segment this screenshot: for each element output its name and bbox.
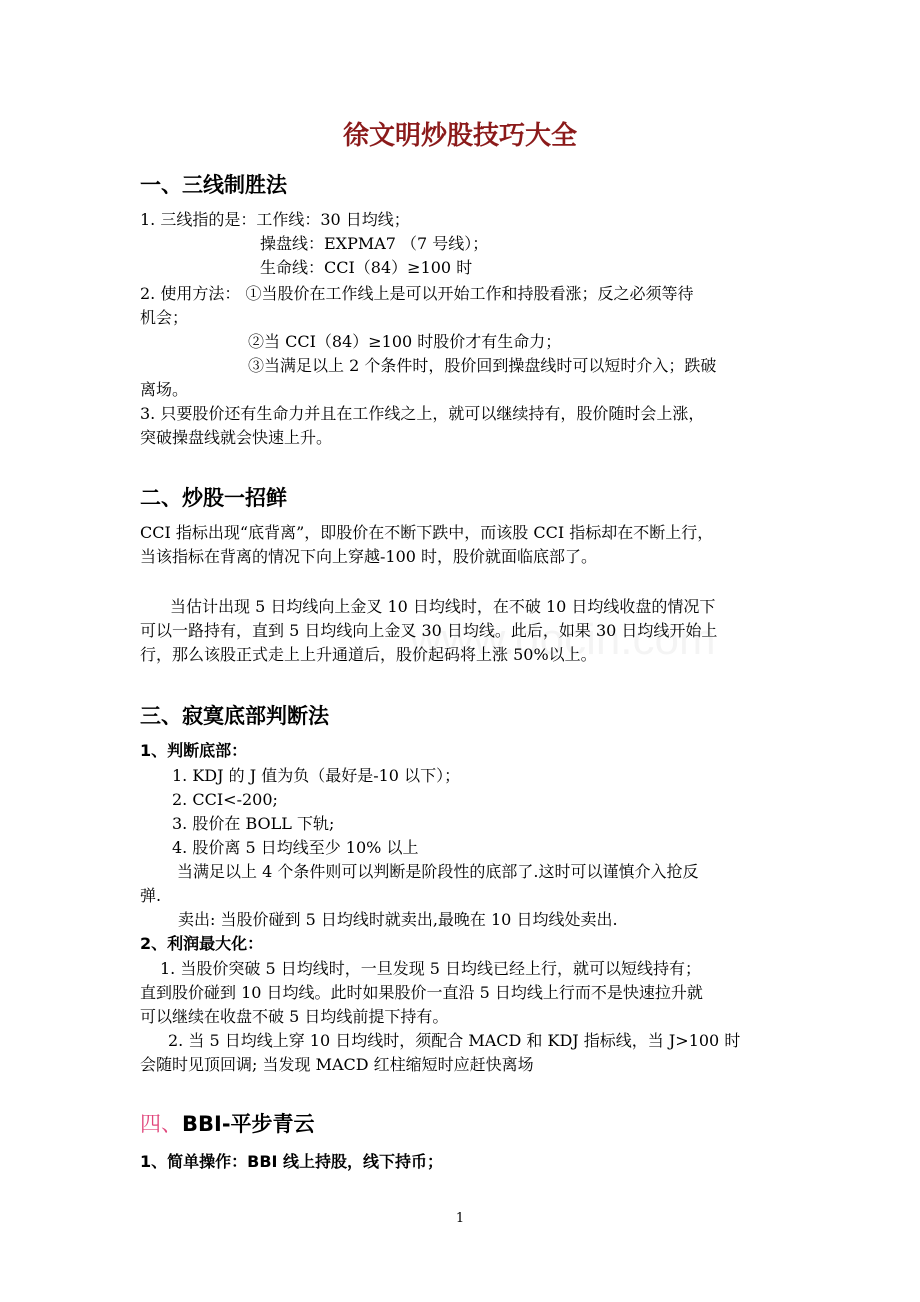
s1-line-5: 机会； [140, 308, 189, 327]
section-4-heading-text: BBI-平步青云 [182, 1112, 315, 1136]
s3-line-9: 直到股价碰到 10 日均线。此时如果股价一直沿 5 日均线上行而不是快速拉升就 [140, 983, 703, 1002]
s3-subheading-1: 1、判断底部： [140, 741, 248, 760]
s1-line-3: 生命线：CCI（84）≥100 时 [260, 258, 473, 277]
s2-line-1: CCI 指标出现“底背离”，即股价在不断下跌中，而该股 CCI 指标却在不断上行， [140, 523, 714, 542]
section-4-heading [140, 1110, 315, 1138]
s3-line-1: 1. KDJ 的 J 值为负（最好是-10 以下）； [172, 766, 461, 785]
s1-line-10: 突破操盘线就会快速上升。 [140, 428, 333, 447]
section-4-heading-prefix: 四、 [140, 1112, 182, 1136]
s3-line-3: 3. 股价在 BOLL 下轨; [172, 814, 335, 833]
s1-line-7: ③当满足以上 2 个条件时，股价回到操盘线时可以短时介入；跌破 [248, 356, 717, 375]
s3-line-6: 弹. [140, 886, 162, 905]
section-2-heading: 二、炒股一招鲜 [140, 486, 287, 510]
s1-line-9: 3. 只要股价还有生命力并且在工作线之上，就可以继续持有，股价随时会上涨， [140, 404, 705, 423]
s4-subheading-1: 1、简单操作：BBI 线上持股，线下持币； [140, 1152, 444, 1171]
s3-line-2: 2. CCI<-200; [172, 790, 278, 809]
s1-line-6: ②当 CCI（84）≥100 时股价才有生命力； [248, 332, 562, 351]
s2-line-5: 行，那么该股正式走上上升通道后，股价起码将上涨 50%以上。 [140, 645, 597, 664]
page-number: 1 [455, 1211, 465, 1226]
s3-line-4: 4. 股价离 5 日均线至少 10% 以上 [172, 838, 419, 857]
section-1-heading: 一、三线制胜法 [140, 173, 287, 197]
s1-line-2: 操盘线：EXPMA7 （7 号线）； [260, 234, 489, 253]
s1-line-1: 1. 三线指的是：工作线：30 日均线； [140, 210, 410, 229]
s3-subheading-2: 2、利润最大化： [140, 934, 264, 953]
s2-line-2: 当该指标在背离的情况下向上穿越-100 时，股价就面临底部了。 [140, 547, 598, 566]
s3-line-12: 会随时见顶回调; 当发现 MACD 红柱缩短时应赶快离场 [140, 1055, 534, 1074]
s3-line-7: 卖出: 当股价碰到 5 日均线时就卖出,最晚在 10 日均线处卖出. [178, 910, 618, 929]
s2-line-4: 可以一路持有，直到 5 日均线向上金叉 30 日均线。此后，如果 30 日均线开始上 [140, 621, 718, 640]
s3-line-5: 当满足以上 4 个条件则可以判断是阶段性的底部了.这时可以谨慎介入抢反 [177, 862, 699, 881]
s2-line-3: 当估计出现 5 日均线向上金叉 10 日均线时，在不破 10 日均线收盘的情况下 [170, 597, 716, 616]
s3-line-10: 可以继续在收盘不破 5 日均线前提下持有。 [140, 1007, 449, 1026]
s1-line-8: 离场。 [140, 380, 189, 399]
document-title: 徐文明炒股技巧大全 [342, 121, 577, 151]
section-3-heading: 三、寂寞底部判断法 [140, 704, 329, 728]
s3-line-8: 1. 当股价突破 5 日均线时，一旦发现 5 日均线已经上行，就可以短线持有； [160, 959, 702, 978]
s3-line-11: 2. 当 5 日均线上穿 10 日均线时，须配合 MACD 和 KDJ 指标线，当 J>100 时 [168, 1031, 741, 1050]
s1-line-4: 2. 使用方法： ①当股价在工作线上是可以开始工作和持股看涨；反之必须等待 [140, 284, 694, 303]
